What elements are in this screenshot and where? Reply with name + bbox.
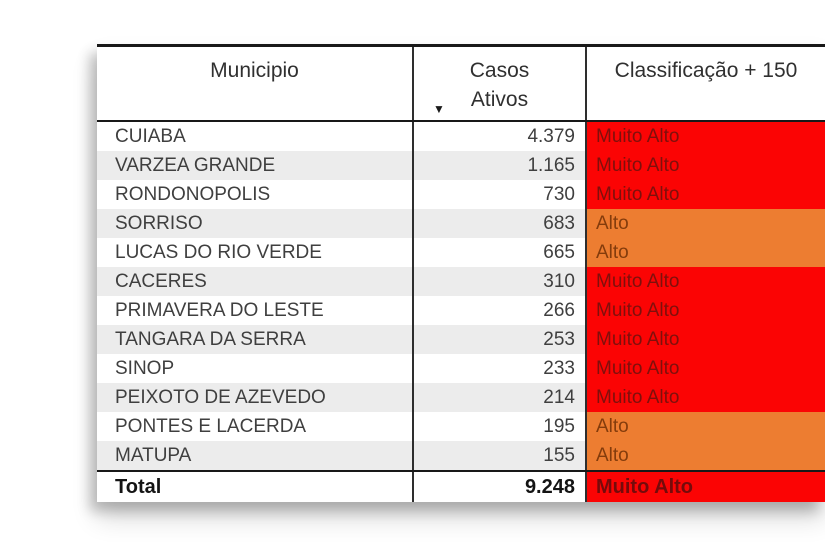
cell-municipio: SINOP	[115, 358, 175, 379]
cell-classificacao: Alto	[585, 209, 825, 238]
cell-classificacao: Muito Alto	[585, 267, 825, 296]
cell-casos: 4.379	[412, 122, 585, 151]
cell-classificacao: Muito Alto	[585, 180, 825, 209]
cell-casos: 730	[412, 180, 585, 209]
cell-municipio: PRIMAVERA DO LESTE	[115, 300, 324, 321]
total-classificacao: Muito Alto	[585, 472, 825, 502]
casos-ativos-table	[97, 44, 825, 502]
table-row-rondonopolis[interactable]	[97, 180, 825, 209]
cell-casos: 253	[412, 325, 585, 354]
total-label: Total	[115, 476, 162, 498]
cell-casos: 195	[412, 412, 585, 441]
cell-classificacao: Muito Alto	[585, 354, 825, 383]
table-body	[97, 122, 825, 470]
table-row-sinop[interactable]	[97, 354, 825, 383]
cell-municipio: VARZEA GRANDE	[115, 155, 276, 176]
cell-casos: 155	[412, 441, 585, 470]
cell-casos: 665	[412, 238, 585, 267]
total-casos: 9.248	[412, 472, 585, 502]
cell-municipio: TANGARA DA SERRA	[115, 329, 306, 350]
cell-casos: 214	[412, 383, 585, 412]
cell-classificacao: Alto	[585, 441, 825, 470]
cell-classificacao: Muito Alto	[585, 325, 825, 354]
table-total-row	[97, 470, 825, 502]
cell-classificacao: Alto	[585, 238, 825, 267]
table-row-lucas-do-rio-verde[interactable]	[97, 238, 825, 267]
table-row-tangara-da-serra[interactable]	[97, 325, 825, 354]
cell-classificacao: Muito Alto	[585, 383, 825, 412]
cell-casos: 310	[412, 267, 585, 296]
cell-municipio: PONTES E LACERDA	[115, 416, 307, 437]
cell-classificacao: Muito Alto	[585, 151, 825, 180]
table-row-matupa[interactable]	[97, 441, 825, 470]
cell-municipio: RONDONOPOLIS	[115, 184, 271, 205]
cell-municipio: CUIABA	[115, 126, 186, 147]
cell-classificacao: Muito Alto	[585, 296, 825, 325]
table-row-cuiaba[interactable]	[97, 122, 825, 151]
cell-municipio: PEIXOTO DE AZEVEDO	[115, 387, 326, 408]
cell-classificacao: Muito Alto	[585, 122, 825, 151]
column-header-casos-ativos-label: Casos Ativos	[469, 59, 530, 111]
cell-casos: 1.165	[412, 151, 585, 180]
table-row-pontes-e-lacerda[interactable]	[97, 412, 825, 441]
cell-municipio: SORRISO	[115, 213, 203, 234]
cell-casos: 266	[412, 296, 585, 325]
column-header-municipio[interactable]	[97, 47, 412, 120]
table-header	[97, 44, 825, 122]
cell-municipio: CACERES	[115, 271, 207, 292]
column-header-municipio-label: Municipio	[210, 59, 299, 82]
cell-municipio: MATUPA	[115, 445, 192, 466]
cell-classificacao: Alto	[585, 412, 825, 441]
table-row-peixoto-de-azevedo[interactable]	[97, 383, 825, 412]
table-row-sorriso[interactable]	[97, 209, 825, 238]
cell-casos: 683	[412, 209, 585, 238]
column-header-casos-ativos[interactable]	[412, 47, 585, 120]
cell-casos: 233	[412, 354, 585, 383]
table-row-caceres[interactable]	[97, 267, 825, 296]
table-row-varzea-grande[interactable]	[97, 151, 825, 180]
column-header-classificacao-label: Classificação + 150	[614, 59, 798, 82]
sort-descending-icon[interactable]: ▼	[433, 102, 445, 116]
cell-municipio: LUCAS DO RIO VERDE	[115, 242, 322, 263]
column-header-classificacao[interactable]	[585, 47, 825, 120]
table-row-primavera-do-leste[interactable]	[97, 296, 825, 325]
